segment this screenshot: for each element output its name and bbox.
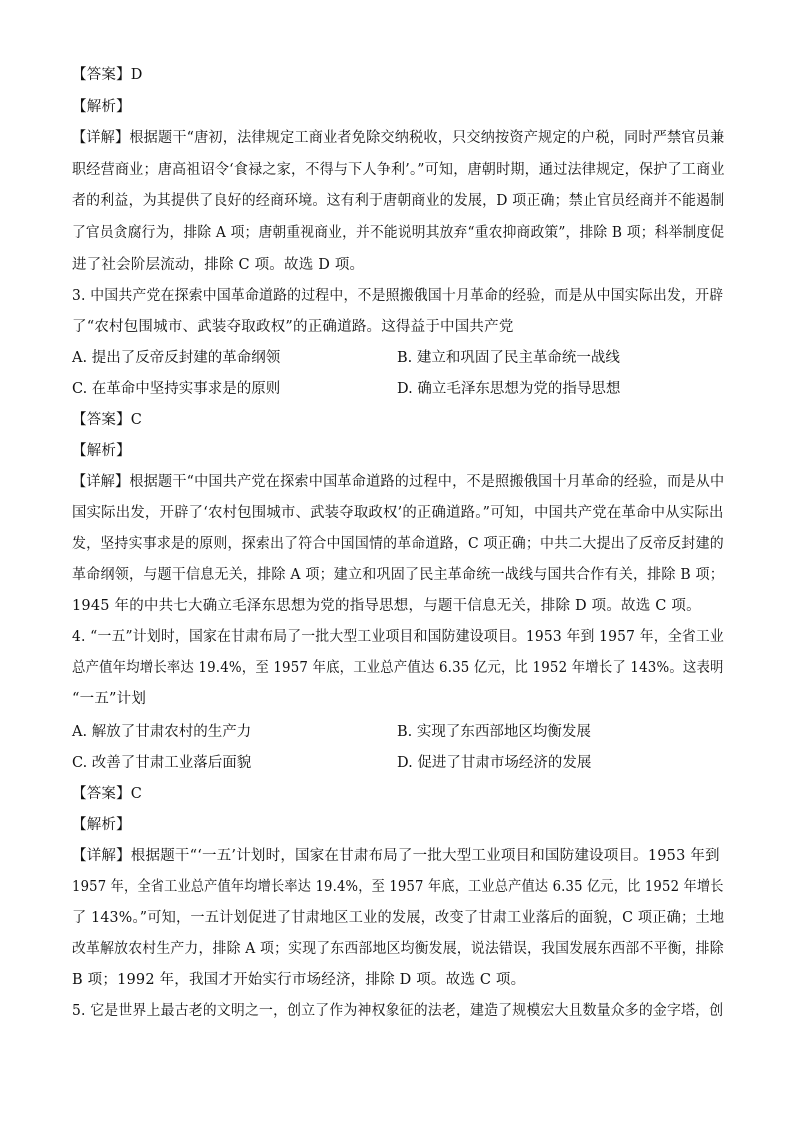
q2-detail-line: 者的利益，为其提供了良好的经商环境。这有利于唐朝商业的发展，D 项正确；禁止官员经商并不能遏制 — [72, 193, 725, 209]
q4-option-c: C. 改善了甘肃工业落后面貌 — [72, 755, 252, 771]
q2-analysis-heading: 【解析】 — [72, 99, 131, 115]
q4-answer: 【答案】C — [72, 786, 143, 802]
q4-detail-line: 了 143%。”可知，一五计划促进了甘肃地区工业的发展，改变了甘肃工业落后的面貌，C 项正确；土地 — [72, 910, 725, 926]
q2-detail-line: 了官员贪腐行为，排除 A 项；唐朝重视商业，并不能说明其放弃“重农抑商政策”，排除 B 项；科举制度促 — [72, 225, 725, 241]
q3-analysis-heading: 【解析】 — [72, 443, 131, 459]
q4-analysis-heading: 【解析】 — [72, 817, 131, 833]
q4-detail-line: 改革解放农村生产力，排除 A 项；实现了东西部地区均衡发展，说法错误，我国发展东西部不平衡，排除 — [72, 941, 724, 957]
q3-stem-line: 了“农村包围城市、武装夺取政权”的正确道路。这得益于中国共产党 — [72, 319, 514, 335]
q4-detail-line: 1957 年，全省工业总产值年均增长率达 19.4%，至 1957 年底，工业总产值达 6.35 亿元，比 1952 年增长 — [72, 879, 724, 895]
q3-detail-line: 发，坚持实事求是的原则，探索出了符合中国国情的革命道路，C 项正确；中共二大提出了反帝反封建的 — [72, 536, 724, 552]
q4-detail-line: 【详解】根据题干“‘一五’计划时，国家在甘肃布局了一批大型工业项目和国防建设项目。1953 年到 — [72, 848, 720, 864]
q2-detail-line: 【详解】根据题干“唐初，法律规定工商业者免除交纳税收，只交纳按资产规定的户税，同时严禁官员兼 — [72, 130, 725, 146]
q3-detail-line: 【详解】根据题干“中国共产党在探索中国革命道路的过程中，不是照搬俄国十月革命的经验，而是从中 — [72, 474, 725, 490]
q2-detail-line: 职经营商业；唐高祖诏令‘食禄之家，不得与下人争利’。”可知，唐朝时期，通过法律规定，保护了工商业 — [72, 162, 725, 178]
q2-detail-line: 进了社会阶层流动，排除 C 项。故选 D 项。 — [72, 257, 365, 273]
q3-option-b: B. 建立和巩固了民主革命统一战线 — [397, 350, 620, 366]
q4-option-d: D. 促进了甘肃市场经济的发展 — [397, 755, 592, 771]
q3-detail-line: 革命纲领，与题干信息无关，排除 A 项；建立和巩固了民主革命统一战线与国共合作有关，排除 B 项； — [72, 567, 725, 583]
q4-option-a: A. 解放了甘肃农村的生产力 — [72, 724, 252, 740]
q4-stem-line: 总产值年均增长率达 19.4%，至 1957 年底，工业总产值达 6.35 亿元，比 1952 年增长了 143%。这表明 — [72, 660, 724, 676]
q3-option-d: D. 确立毛泽东思想为党的指导思想 — [397, 381, 621, 397]
q4-detail-line: B 项；1992 年，我国才开始实行市场经济，排除 D 项。故选 C 项。 — [72, 972, 526, 988]
q3-detail-line: 1945 年的中共七大确立毛泽东思想为党的指导思想，与题干信息无关，排除 D 项。故选 C 项。 — [72, 598, 701, 614]
q3-answer: 【答案】C — [72, 412, 143, 428]
q3-stem-line: 3. 中国共产党在探索中国革命道路的过程中，不是照搬俄国十月革命的经验，而是从中国实际出发，开辟 — [72, 288, 724, 304]
q3-option-c: C. 在革命中坚持实事求是的原则 — [72, 381, 281, 397]
q3-option-a: A. 提出了反帝反封建的革命纲领 — [72, 350, 281, 366]
q4-stem-line: 4. “一五”计划时，国家在甘肃布局了一批大型工业项目和国防建设项目。1953 年到 1957 年，全省工业 — [72, 629, 724, 645]
q4-stem-line: “一五”计划 — [72, 691, 147, 707]
q5-stem-line: 5. 它是世界上最古老的文明之一，创立了作为神权象征的法老，建造了规模宏大且数量众多的金字塔，创 — [72, 1003, 724, 1019]
q4-option-b: B. 实现了东西部地区均衡发展 — [397, 724, 591, 740]
q2-answer: 【答案】D — [72, 67, 143, 83]
q3-detail-line: 国实际出发，开辟了‘农村包围城市、武装夺取政权’的正确道路。”可知，中国共产党在革命中从实际出 — [72, 505, 724, 521]
